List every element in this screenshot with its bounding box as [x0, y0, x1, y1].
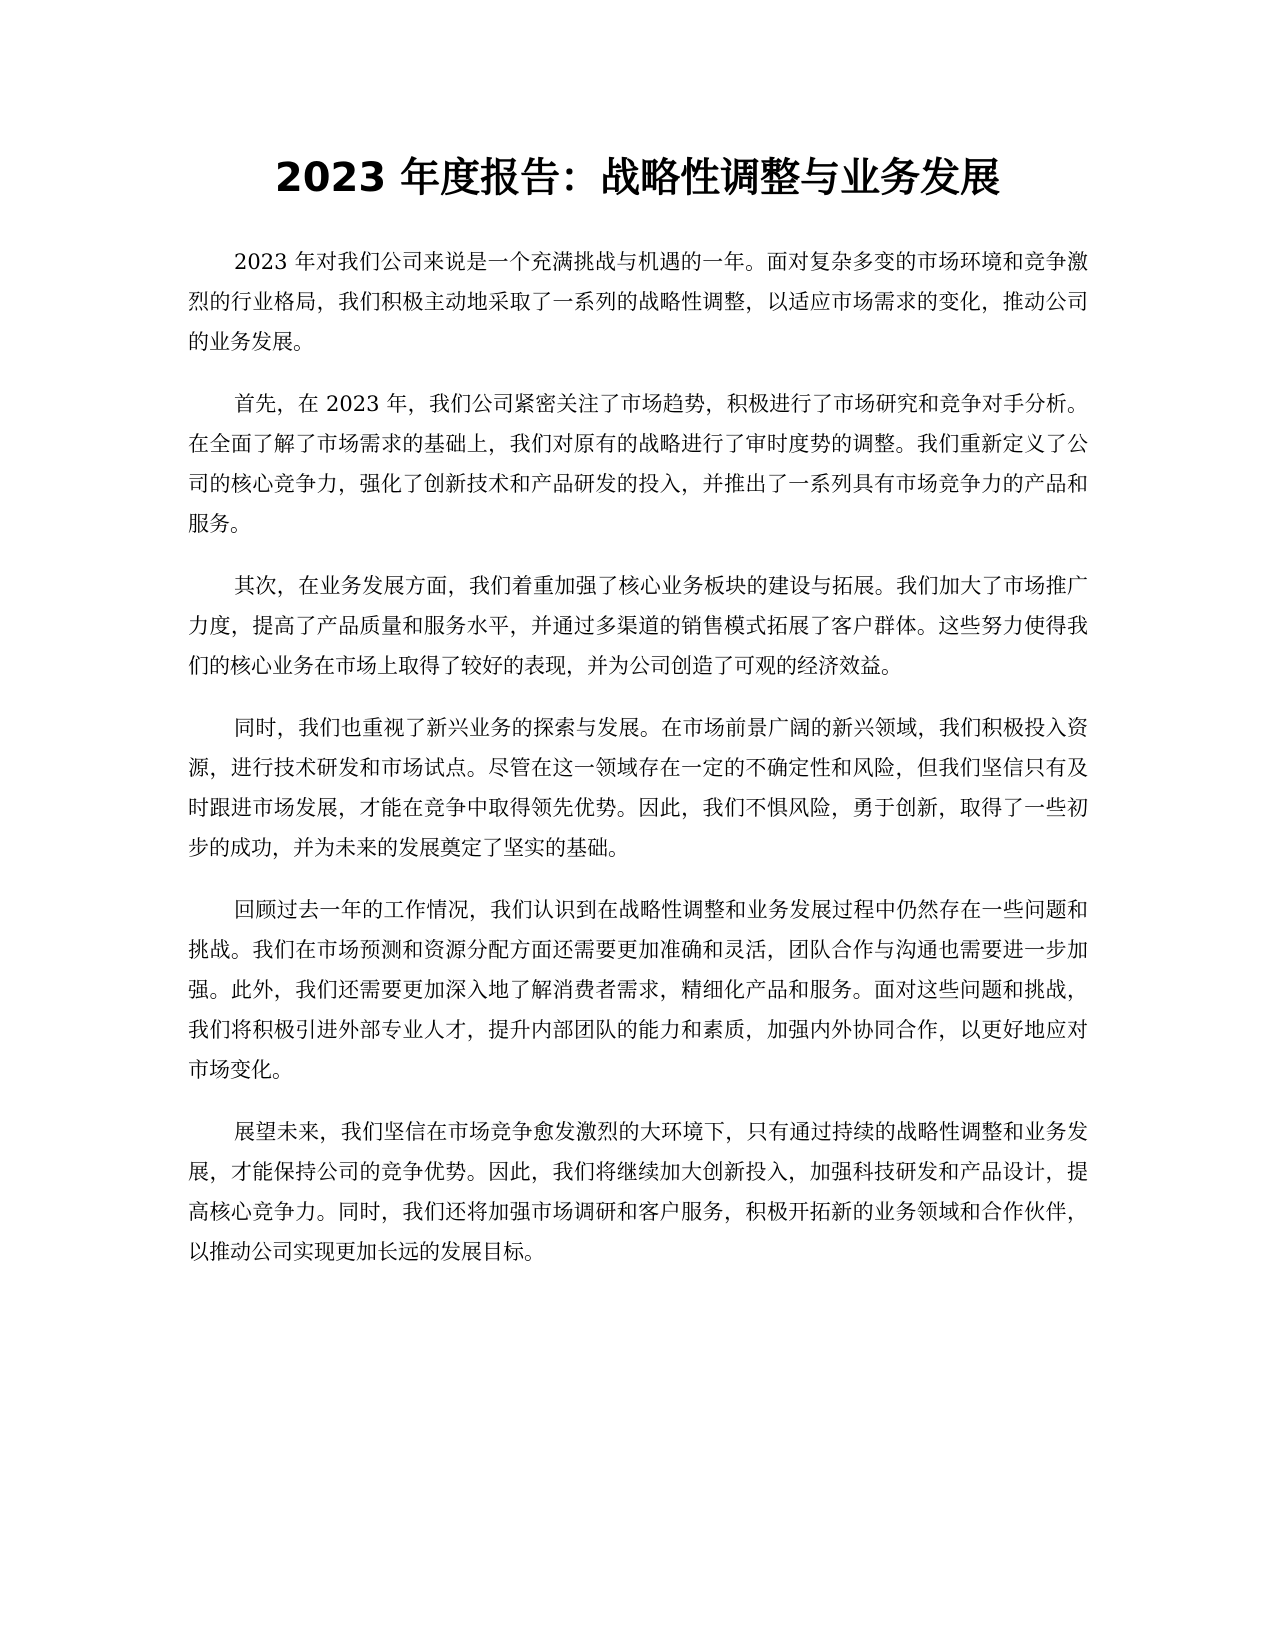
- document-title: 2023 年度报告：战略性调整与业务发展: [274, 155, 1001, 201]
- paragraph: 2023 年对我们公司来说是一个充满挑战与机遇的一年。面对复杂多变的市场环境和竞争激烈的行业格局，我们积极主动地采取了一系列的战略性调整，以适应市场需求的变化，推动公司的业务发展。: [188, 250, 1088, 354]
- document-body: [188, 242, 1088, 1294]
- paragraph: 同时，我们也重视了新兴业务的探索与发展。在市场前景广阔的新兴领域，我们积极投入资源，进行技术研发和市场试点。尽管在这一领域存在一定的不确定性和风险，但我们坚信只有及时跟进市场发展，才能在竞争中取得领先优势。因此，我们不惧风险，勇于创新，取得了一些初步的成功，并为未来的发展奠定了坚实的基础。: [188, 716, 1088, 860]
- paragraph: 展望未来，我们坚信在市场竞争愈发激烈的大环境下，只有通过持续的战略性调整和业务发展，才能保持公司的竞争优势。因此，我们将继续加大创新投入，加强科技研发和产品设计，提高核心竞争力。同时，我们还将加强市场调研和客户服务，积极开拓新的业务领域和合作伙伴，以推动公司实现更加长远的发展目标。: [188, 1120, 1088, 1264]
- paragraph: 首先，在 2023 年，我们公司紧密关注了市场趋势，积极进行了市场研究和竞争对手分析。在全面了解了市场需求的基础上，我们对原有的战略进行了审时度势的调整。我们重新定义了公司的核心竞争力，强化了创新技术和产品研发的投入，并推出了一系列具有市场竞争力的产品和服务。: [188, 392, 1088, 536]
- paragraph: 其次，在业务发展方面，我们着重加强了核心业务板块的建设与拓展。我们加大了市场推广力度，提高了产品质量和服务水平，并通过多渠道的销售模式拓展了客户群体。这些努力使得我们的核心业务在市场上取得了较好的表现，并为公司创造了可观的经济效益。: [188, 574, 1088, 678]
- paragraph: 回顾过去一年的工作情况，我们认识到在战略性调整和业务发展过程中仍然存在一些问题和挑战。我们在市场预测和资源分配方面还需要更加准确和灵活，团队合作与沟通也需要进一步加强。此外，我们还需要更加深入地了解消费者需求，精细化产品和服务。面对这些问题和挑战，我们将积极引进外部专业人才，提升内部团队的能力和素质，加强内外协同合作，以更好地应对市场变化。: [188, 898, 1088, 1082]
